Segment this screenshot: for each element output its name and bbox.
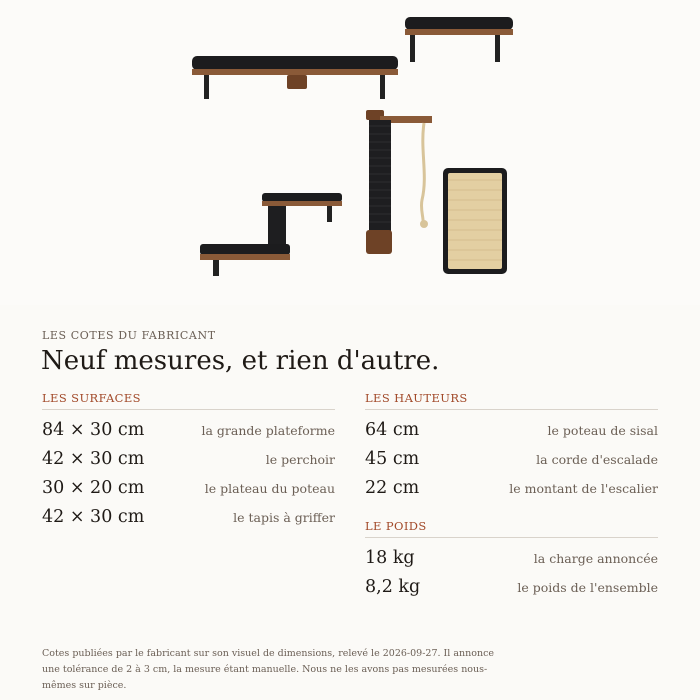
measure-row	[365, 577, 658, 606]
measure-value: 45 cm	[365, 449, 420, 469]
measure-label: la charge annoncée	[533, 551, 658, 566]
measure-label: le perchoir	[265, 452, 335, 467]
measure-row	[365, 548, 658, 577]
page-title: Neuf mesures, et rien d'autre.	[41, 346, 440, 376]
measure-value: 18 kg	[365, 548, 415, 568]
measure-value: 42 × 30 cm	[42, 449, 145, 469]
surfaces-heading: LES SURFACES	[42, 391, 335, 410]
measure-label: le poids de l'ensemble	[517, 580, 658, 595]
measure-row	[42, 507, 335, 536]
measure-label: le montant de l'escalier	[509, 481, 658, 496]
measure-label: la corde d'escalade	[536, 452, 658, 467]
measure-row	[365, 449, 658, 478]
measure-label: le poteau de sisal	[547, 423, 658, 438]
measure-label: le plateau du poteau	[204, 481, 335, 496]
measure-value: 42 × 30 cm	[42, 507, 145, 527]
heights-heading: LES HAUTEURS	[365, 391, 658, 410]
measure-row	[365, 420, 658, 449]
measure-row	[42, 478, 335, 507]
measure-row	[42, 449, 335, 478]
measure-value: 64 cm	[365, 420, 420, 440]
weight-heading: LE POIDS	[365, 519, 658, 538]
measure-value: 84 × 30 cm	[42, 420, 145, 440]
heights-weight-column	[365, 391, 658, 606]
measure-row	[365, 478, 658, 507]
measure-label: la grande plateforme	[201, 423, 335, 438]
footnote: Cotes publiées par le fabricant sur son visuel de dimensions, relevé le 2026-09-27. Il annonce une tolérance de 2 à 3 cm, la mesure étant manuelle. Nous ne les avons pas mesurées nous-mêmes sur pièce.	[42, 648, 495, 691]
measure-value: 8,2 kg	[365, 577, 421, 597]
weight-section	[365, 519, 658, 606]
measure-row	[42, 420, 335, 449]
scratching-mat	[443, 168, 507, 274]
measure-value: 22 cm	[365, 478, 420, 498]
surfaces-column	[42, 391, 335, 536]
measure-label: le tapis à griffer	[233, 510, 335, 525]
product-photo	[0, 0, 700, 305]
measure-value: 30 × 20 cm	[42, 478, 145, 498]
section-eyebrow: LES COTES DU FABRICANT	[42, 329, 216, 342]
